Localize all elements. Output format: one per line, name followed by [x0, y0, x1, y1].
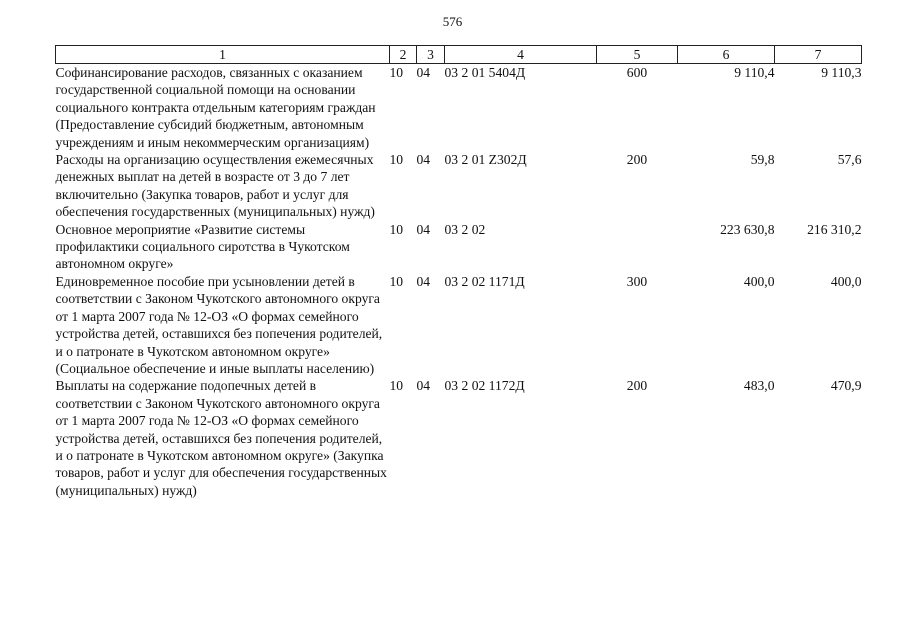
row-amount-2: 400,0	[830, 273, 862, 289]
budget-table	[55, 45, 862, 499]
row-section: 10	[389, 221, 404, 237]
row-expense-type	[597, 221, 678, 273]
row-expense-type: 200	[626, 378, 648, 394]
row-subsection: 04	[416, 273, 431, 289]
row-subsection: 04	[416, 221, 431, 237]
column-header-section: 2	[390, 46, 417, 64]
row-subsection: 04	[416, 65, 431, 80]
row-amount-1: 223 630,8	[720, 221, 775, 237]
row-amount-2: 57,6	[837, 152, 862, 168]
row-expense-type: 300	[626, 273, 648, 289]
row-target: 03 2 01 5404Д	[444, 65, 526, 80]
row-name: Единовременное пособие при усыновлении детей в соответствии с Законом Чукотского автономного округа от 1 марта 2007 года № 12-ОЗ «О формах семейного устройства детей, оставшихся без попечения родителей, и о патронате в Чукотском автономном округе» (Социальное обеспечение и иные выплаты населению)	[55, 273, 383, 376]
row-name: Выплаты на содержание подопечных детей в соответствии с Законом Чукотского автономного округа от 1 марта 2007 года № 12-ОЗ «О формах семейного устройства детей, оставшихся без попечения родителей, и о патронате в Чукотском автономном округе» (Закупка товаров, работ и услуг для обеспечения государственных (муниципальных) нужд)	[55, 378, 387, 498]
row-section: 10	[389, 378, 404, 394]
table-row	[56, 221, 862, 273]
page-number: 576	[442, 14, 463, 29]
row-subsection: 04	[416, 378, 431, 394]
row-amount-1: 9 110,4	[734, 65, 775, 80]
row-amount-1: 59,8	[750, 152, 775, 168]
row-section: 10	[389, 273, 404, 289]
table-row	[56, 377, 862, 499]
row-name: Софинансирование расходов, связанных с оказанием государственной социальной помощи на основании социального контракта отдельным категориям граждан (Предоставление субсидий бюджетным, автономным учреждениям и иным некоммерческим организациям)	[55, 65, 376, 150]
table-row	[56, 151, 862, 221]
column-header-subsection: 3	[417, 46, 445, 64]
column-header-amount-2: 7	[775, 46, 862, 64]
row-subsection: 04	[416, 152, 431, 168]
row-target: 03 2 02 1172Д	[444, 378, 525, 394]
row-name: Основное мероприятие «Развитие системы профилактики социального сиротства в Чукотском автономном округе»	[55, 221, 350, 272]
row-target: 03 2 01 Z302Д	[444, 152, 527, 168]
row-amount-1: 483,0	[743, 378, 775, 394]
row-section: 10	[389, 65, 404, 80]
row-target: 03 2 02 1171Д	[444, 273, 525, 289]
row-expense-type: 200	[626, 152, 648, 168]
row-expense-type: 600	[626, 65, 648, 80]
row-amount-2: 216 310,2	[807, 221, 862, 237]
table-header-row	[56, 46, 862, 64]
row-name: Расходы на организацию осуществления ежемесячных денежных выплат на детей в возрасте от 3 до 7 лет включительно (Закупка товаров, работ и услуг для обеспечения государственных (муниципальных) нужд)	[55, 152, 375, 220]
row-section: 10	[389, 152, 404, 168]
table-row	[56, 273, 862, 377]
row-amount-2: 470,9	[830, 378, 862, 394]
column-header-expense-type: 5	[597, 46, 678, 64]
row-amount-2: 9 110,3	[821, 65, 862, 80]
column-header-name: 1	[56, 46, 390, 64]
column-header-amount-1: 6	[678, 46, 775, 64]
row-amount-1: 400,0	[743, 273, 775, 289]
row-target: 03 2 02	[444, 221, 486, 237]
table-row	[56, 64, 862, 152]
column-header-target: 4	[445, 46, 597, 64]
